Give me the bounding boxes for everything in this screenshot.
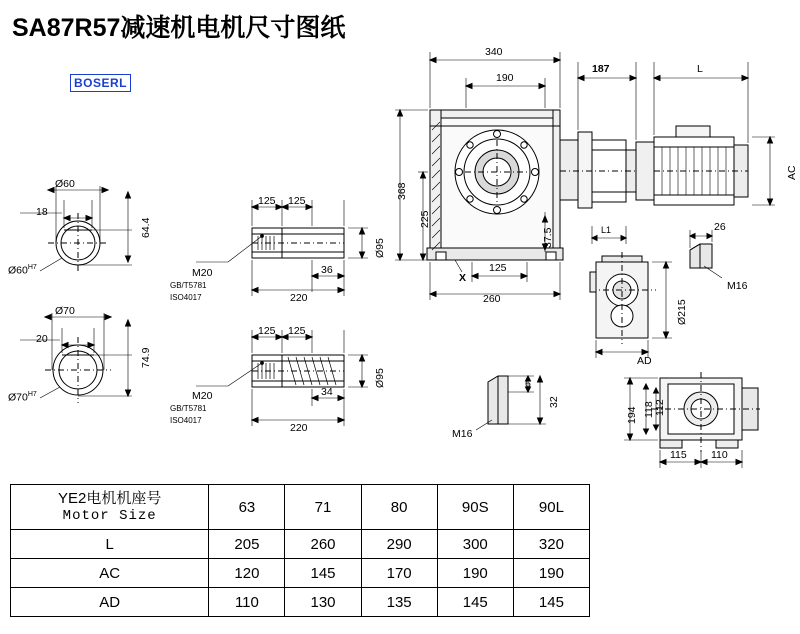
- table-header-label-cn: YE2电机机座号: [58, 490, 162, 508]
- row-L-value-0: 205: [209, 530, 285, 559]
- dim-shaft-top-diameter: Ø60: [55, 178, 75, 190]
- dim-shaft-top-flat: 18: [36, 206, 48, 218]
- row-AD-value-3: 145: [437, 588, 513, 617]
- dim-bottom-194: 194: [626, 406, 638, 424]
- table-header-size-1: 71: [285, 485, 361, 530]
- dim-offset-375: 37.5: [542, 227, 554, 248]
- table-header-size-0: 63: [209, 485, 285, 530]
- bore-tolerance: H7: [27, 391, 37, 398]
- dim-shaft-bot-c: 34: [321, 386, 333, 398]
- bore-tolerance: H7: [27, 264, 37, 271]
- dim-shaft-top-b: 125: [288, 195, 306, 207]
- row-label-AD: AD: [11, 588, 209, 617]
- label-thread-m16-right: M16: [727, 280, 748, 292]
- label-standard-iso-bottom: ISO4017: [170, 416, 202, 425]
- dim-shaft-bottom-height: 74.9: [140, 347, 152, 368]
- table-header-size-3: 90S: [437, 485, 513, 530]
- dim-shaft-bot-a: 125: [258, 325, 276, 337]
- row-L-value-2: 290: [361, 530, 437, 559]
- dim-key-26: 26: [714, 221, 726, 233]
- label-standard-gb-bottom: GB/T5781: [170, 404, 207, 413]
- row-AD-value-1: 130: [285, 588, 361, 617]
- dim-motor-length-L: L: [697, 63, 703, 75]
- row-AC-value-2: 170: [361, 559, 437, 588]
- table-header-row: [11, 485, 590, 530]
- dim-key-width-32: 32: [548, 396, 560, 408]
- dim-key-height-6: 6: [525, 378, 531, 390]
- dim-shaft-top-height: 64.4: [140, 217, 152, 238]
- dim-shaft-bottom-bore: [8, 391, 37, 404]
- table-row: [11, 559, 590, 588]
- row-AC-value-4: 190: [513, 559, 589, 588]
- dim-height-225: 225: [419, 210, 431, 228]
- row-L-value-1: 260: [285, 530, 361, 559]
- brand-logo: BOSERL: [70, 74, 131, 92]
- dim-coupling-width: 187: [592, 63, 610, 75]
- dim-shaft-bottom-flat: 20: [36, 333, 48, 345]
- row-AD-value-0: 110: [209, 588, 285, 617]
- dim-shaft-bot-outer: Ø95: [374, 368, 386, 388]
- dim-L1: L1: [601, 225, 612, 235]
- dim-overall-width: 340: [485, 46, 503, 58]
- dim-shaft-top-bore: [8, 264, 37, 277]
- dim-shaft-top-c: 36: [321, 264, 333, 276]
- row-AC-value-3: 190: [437, 559, 513, 588]
- row-AC-value-1: 145: [285, 559, 361, 588]
- label-standard-iso-top: ISO4017: [170, 293, 202, 302]
- table-header-size-4: 90L: [513, 485, 589, 530]
- dim-bottom-112: 112: [654, 399, 666, 416]
- row-label-AC: AC: [11, 559, 209, 588]
- table-header-size-2: 80: [361, 485, 437, 530]
- dim-height-368: 368: [396, 182, 408, 200]
- row-AD-value-4: 145: [513, 588, 589, 617]
- dim-shaft-bot-b: 125: [288, 325, 306, 337]
- table-row: [11, 530, 590, 559]
- dim-foot-110: 110: [711, 449, 728, 461]
- dim-shaft-top-total: 220: [290, 292, 308, 304]
- table-row: [11, 588, 590, 617]
- dim-shaft-top-a: 125: [258, 195, 276, 207]
- dim-base-length: 260: [483, 293, 501, 305]
- table-header-label-en: Motor Size: [62, 507, 157, 524]
- dim-flange-dia: Ø215: [676, 299, 688, 325]
- dim-shaft-bot-total: 220: [290, 422, 308, 434]
- label-standard-gb-top: GB/T5781: [170, 281, 207, 290]
- row-label-L: L: [11, 530, 209, 559]
- label-thread-m20-bottom: M20: [192, 390, 213, 402]
- dim-shaft-bottom-diameter: Ø70: [55, 305, 75, 317]
- dim-foot-115: 115: [670, 449, 687, 461]
- label-thread-m20-top: M20: [192, 267, 213, 279]
- motor-size-table: [10, 484, 590, 617]
- bore-value: Ø70: [8, 391, 28, 404]
- marker-x: X: [459, 272, 467, 284]
- dim-motor-AC: AC: [786, 165, 798, 180]
- dim-shaft-top-outer: Ø95: [374, 238, 386, 258]
- dim-AD: AD: [637, 355, 652, 367]
- page-title: SA87R57减速机电机尺寸图纸: [12, 14, 346, 42]
- dim-bottom-118: 118: [643, 401, 655, 418]
- bore-value: Ø60: [8, 264, 28, 277]
- row-AD-value-2: 135: [361, 588, 437, 617]
- dim-base-inner: 125: [489, 262, 507, 274]
- dim-inner-width: 190: [496, 72, 514, 84]
- label-thread-m16-left: M16: [452, 428, 473, 440]
- row-L-value-4: 320: [513, 530, 589, 559]
- table-header-label: [11, 485, 209, 530]
- row-AC-value-0: 120: [209, 559, 285, 588]
- row-L-value-3: 300: [437, 530, 513, 559]
